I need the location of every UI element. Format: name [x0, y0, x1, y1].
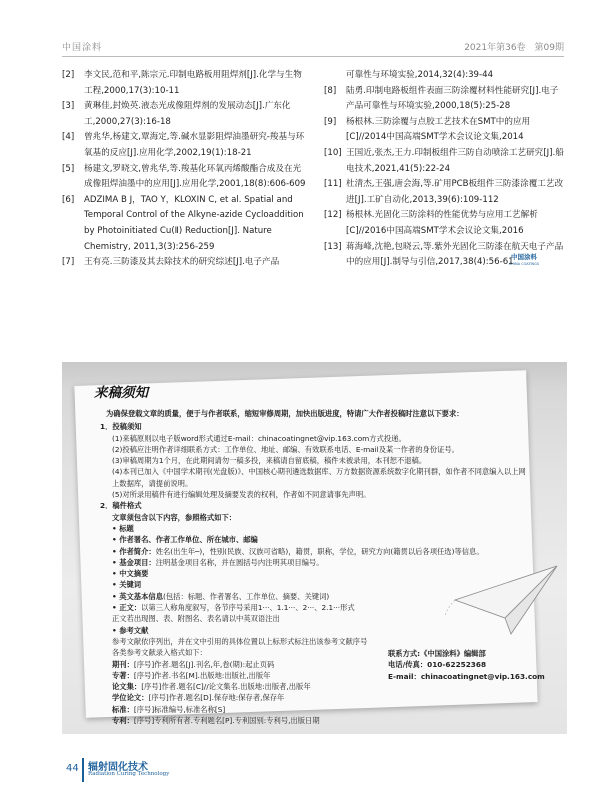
references-right-column: [324, 68, 566, 271]
notice-intro: 为确保登载文章的质量，便于与作者联系，缩短审修周期，加快出版进度，特请广大作者投稿时注意以下要求：: [106, 409, 464, 418]
format-label: 专著：: [112, 670, 134, 680]
reference-item: [324, 146, 566, 177]
contact-phone: 电话/传真：010-62252368: [388, 660, 487, 670]
format-item: [112, 602, 528, 613]
page-number: 44: [66, 763, 79, 774]
reference-item: [62, 99, 308, 130]
reference-text: ADZIMA B J，TAO Y，KLOXIN C, et al. Spatial and Temporal Control of the Alkyne-azide Cycloaddition by Photoinitiated Cu(Ⅱ) Reduction[J]. Nature Chemistry, 2011,3(3):256-259: [84, 194, 304, 252]
format-item-label: • 作者简介：: [112, 546, 156, 556]
submission-item: (2)投稿应注明作者详细联系方式：工作单位、地址、邮编、有效联系电话、E-mail及某一作者的身份证号。: [112, 444, 459, 454]
reference-number: [4]: [62, 132, 75, 143]
reference-text: 李文民,范和平,陈宗元.印制电路板用阻焊剂[J].化学与生物工程,2000,17(3):10-11: [84, 70, 302, 96]
reference-item: [62, 162, 308, 193]
references-left-column: [62, 68, 308, 271]
reference-item: [62, 68, 308, 99]
format-item-label: • 关键词: [112, 580, 142, 590]
reference-text: 杨根林.三防涂覆与点胶工艺技术在SMT中的应用[C]//2014中国高端SMT学术会议论文集,2014: [346, 116, 531, 143]
reference-text: 黄琳佳,封焕英.液态光成像阻焊剂的发展动态[J].广东化工,2000,27(3):16-18: [84, 101, 291, 127]
reference-number: [12]: [324, 210, 342, 221]
format-item-text: 姓名(出生年─)，性别(民族、汉族可省略)，籍贯，职称，学位，研究方向(籍贯以后各项任选)等信息。: [155, 546, 484, 556]
reference-number: [6]: [62, 194, 75, 205]
references-heading: • 参考文献: [112, 625, 149, 635]
reference-text: 可靠性与环境实验,2014,32(4):39-44: [346, 70, 494, 80]
journal-name: 中国涂料: [62, 43, 103, 53]
format-item: [112, 523, 528, 534]
reference-number: [8]: [324, 85, 337, 96]
references-line: 各类参考文献录入格式如下：: [112, 648, 207, 658]
reference-text: 杨根林.光固化三防涂料的性能优势与应用工艺解析[C]//2016中国高端SMT学术会议论文集,2016: [346, 210, 538, 236]
reference-number: [7]: [62, 257, 75, 268]
reference-item: [324, 68, 566, 84]
format-item-text: 注明基金项目名称，并在圆括号内注明其项目编号。: [155, 557, 324, 567]
format-item: [112, 579, 528, 590]
format-lead: 文章须包含以下内容，参照格式如下：: [112, 512, 237, 522]
reference-item: [324, 115, 566, 146]
contact-block: [388, 648, 588, 682]
format-item-label: • 基金项目：: [112, 557, 156, 567]
reference-item: [324, 208, 566, 239]
references-line: 参考文献依序列出，并在文中引用的具体位置以上标形式标注出该参考文献序号: [112, 636, 368, 646]
submission-item: (5)对所录用稿件有进行编辑处理及摘要发表的权利，作者如不同意请事先声明。: [112, 490, 371, 500]
format-label: 学位论文：: [112, 693, 149, 703]
format-item-text: 以第三人称角度叙写，各节序号采用1···、1.1···、2···、2.1···形式: [141, 603, 355, 613]
reference-text: 蒋海峰,沈艳,包晓云,等.紫外光固化三防漆在航天电子产品中的应用[J].制导与引信,2017,38(4):56-61: [346, 241, 564, 268]
format-item-label: • 正文：: [112, 603, 142, 613]
reference-format-item: [112, 692, 528, 703]
notice-title: 来稿须知: [94, 385, 148, 401]
format-item-label: • 标题: [112, 523, 134, 533]
format-item: [112, 546, 528, 557]
format-text: [序号]标准编号,标准名称[S]: [133, 704, 226, 714]
format-item-text: (包括：标题、作者署名、工作单位、摘要、关键词): [163, 591, 330, 601]
format-item: [112, 557, 528, 568]
logo-subtext: CHINA COATINGS: [508, 262, 540, 266]
reference-format-item: [112, 681, 528, 692]
format-text: [序号]作者.题名[D].保存地:保存者,保存年: [148, 693, 285, 703]
format-label: 期刊：: [112, 659, 134, 669]
footer-title: 辐射固化技术: [88, 762, 148, 773]
reference-number: [3]: [62, 101, 75, 112]
reference-item: [324, 177, 566, 208]
reference-item: [324, 84, 566, 115]
reference-number: [11]: [324, 179, 342, 190]
format-label: 专利：: [112, 716, 134, 726]
format-label: 标准：: [112, 704, 134, 714]
reference-number: [9]: [324, 116, 337, 127]
submission-item: (1)来稿原则以电子版word形式通过E-mail：chinacoatingnet@vip.163.com方式投递。: [112, 433, 406, 443]
reference-number: [5]: [62, 163, 75, 174]
submission-item: (4)本刊已加入《中国学术期刊(光盘版)》、中国核心期刊遴选数据库、万方数据资源系统数字化期刊群，如作者不同意编入以上网上数据库，请提前说明。: [112, 467, 526, 488]
issue-info: 2021年第36卷 第09期: [464, 43, 564, 53]
submission-item: (3)审稿周期为1个月，在此期间请勿一稿多投，来稿请自留底稿，稿件未被录用，本刊恕不退稿。: [112, 456, 427, 466]
section-format-title: 2．稿件格式: [100, 501, 142, 511]
section-submission-title: 1．投稿须知: [100, 422, 142, 432]
format-continuation: 正文若出现图、表、附图名、表名请以中英双语注出: [112, 614, 280, 624]
reference-number: [2]: [62, 70, 75, 80]
format-item-label: • 英文基本信息: [112, 591, 163, 601]
reference-item: [62, 193, 308, 255]
format-text: [序号]作者.题名[C]//论文集名.出版地:出版者,出版年: [141, 682, 311, 692]
reference-text: 王有亮.三防漆及其去除技术的研究综述[J].电子产品: [84, 257, 280, 268]
china-coatings-logo: [502, 253, 546, 271]
reference-text: 王国近,张杰,王力.印制板组件三防自动喷涂工艺研究[J].船电技术,2021,41(5):22-24: [346, 147, 564, 174]
format-text: [序号]专利所有者.专利题名[P].专利国别:专利号,出版日期: [133, 716, 320, 726]
format-text: [序号]作者.书名[M].出版地:出版社,出版年: [133, 670, 271, 680]
format-item: [112, 591, 528, 602]
submission-items: [88, 433, 528, 501]
format-item: [112, 568, 528, 579]
reference-number: [13]: [324, 241, 342, 252]
logo-text: 中国涂料: [511, 253, 537, 261]
reference-format-item: [112, 715, 528, 726]
contact-email: E-mail：chinacoatingnet@vip.163.com: [388, 671, 545, 681]
format-item: [112, 534, 528, 545]
page-header: [62, 38, 564, 57]
reference-text: 曾兆华,杨建文,覃海定,等.碱水显影阻焊油墨研究-羧基与环氧基的反应[J].应用化学,2002,19(1):18-21: [84, 132, 305, 158]
reference-text: 陆勇.印制电路板组件表面三防涂覆材料性能研究[J].电子产品可靠性与环境实验,2000,18(5):25-28: [346, 85, 559, 112]
footer-subtitle: Radiation Curing Technology: [88, 771, 170, 777]
format-items: [88, 523, 528, 613]
format-text: [序号]作者.题名[J].刊名,年,卷(期):起止页码: [133, 659, 275, 669]
reference-format-item: [112, 704, 528, 715]
reference-item: [62, 255, 308, 271]
reference-text: 杜清杰,王强,唐会海,等.矿用PCB板组件三防漆涂覆工艺改进[J].工矿自动化,2013,39(6):109-112: [346, 179, 564, 205]
reference-number: [10]: [324, 147, 342, 158]
reference-item: [62, 130, 308, 161]
format-item-label: • 作者署名、作者工作单位、所在城市、邮编: [112, 535, 258, 545]
reference-text: 杨建文,罗晓文,曾兆华,等.羧基化环氧丙烯酸酯合成及在光成像阻焊油墨中的应用[J].应用化学,2001,18(8):606-609: [84, 163, 306, 190]
contact-name: 联系方式:《中国涂料》编辑部: [388, 649, 486, 658]
format-label: 论文集：: [112, 682, 142, 692]
footer-divider: [82, 758, 84, 782]
format-item-label: • 中文摘要: [112, 569, 149, 579]
